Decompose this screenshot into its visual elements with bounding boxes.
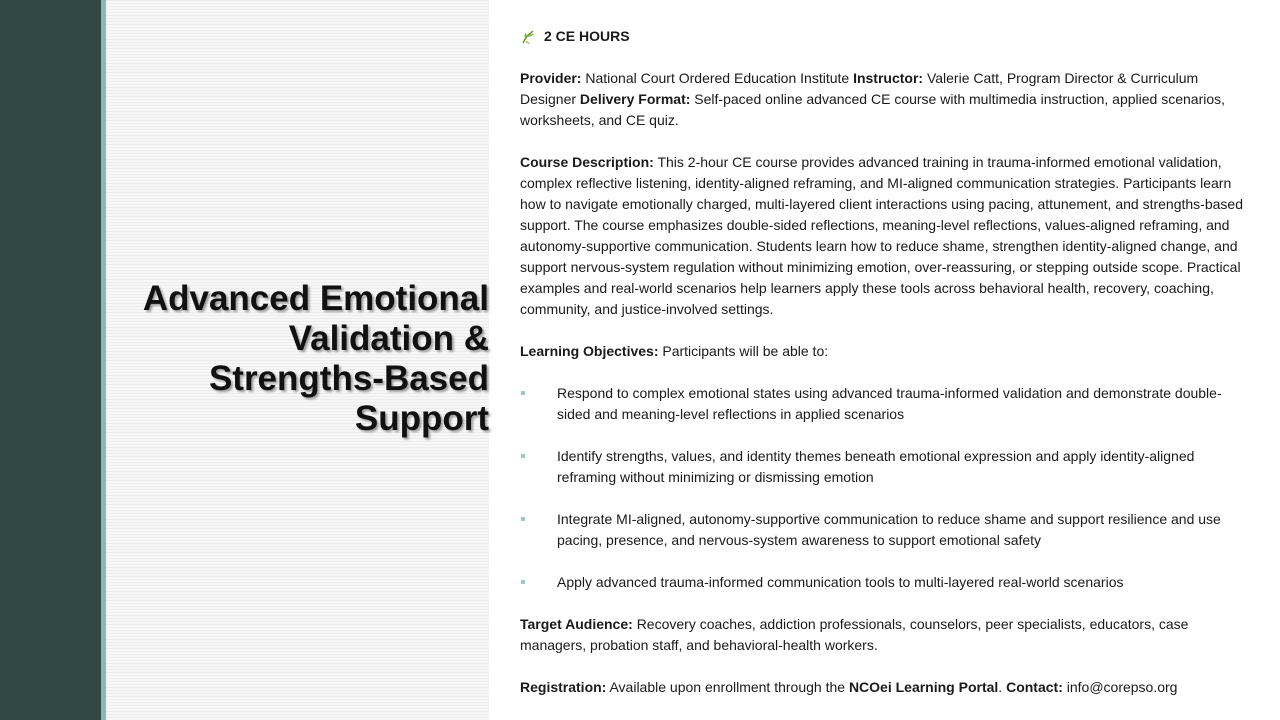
description-text: This 2-hour CE course provides advanced training in trauma-informed emotional validation, complex reflective listening, identity-aligned reframing, and MI-aligned communication strategies. Participants learn how to navigate emotionally charged, multi-layered client interactions using pacing, attunement, and strengths-based support. The course emphasizes double-sided reflections, meaning-level reflections, values-aligned reframing, and autonomy-supportive communication. Students learn how to reduce shame, strengthen identity-aligned change, and support nervous-system regulation without minimizing emotion, over-reassuring, or stepping outside scope. Practical examples and real-world scenarios help learners apply these tools across behavioral health, recovery, coaching, community, and justice-involved settings. xyxy=(520,154,1243,317)
list-item xyxy=(520,446,1250,488)
provider-value: National Court Ordered Education Institute xyxy=(585,70,850,86)
contact-label: Contact: xyxy=(1006,679,1063,695)
left-sidebar-bar xyxy=(0,0,101,720)
instructor-value: Valerie Catt, Program Director & Curriculum Designer xyxy=(520,70,1199,107)
list-item xyxy=(520,509,1250,551)
audience-label: Target Audience: xyxy=(520,616,633,632)
audience-text: Recovery coaches, addiction professionals, counselors, peer specialists, educators, case managers, probation staff, and behavioral-health workers. xyxy=(520,616,1189,653)
course-details xyxy=(520,68,1250,131)
learning-portal-name: NCOei Learning Portal xyxy=(848,679,999,695)
title-line: Advanced Emotional xyxy=(142,279,489,318)
objective-text: Apply advanced trauma-informed communication tools to multi-layered real-world scenarios xyxy=(557,574,1124,590)
registration-label: Registration: xyxy=(520,679,607,695)
objectives-intro: Participants will be able to: xyxy=(662,343,829,359)
objective-text: Integrate MI-aligned, autonomy-supportive communication to reduce shame and support resilience and use pacing, presence, and nervous-system awareness to support emotional safety xyxy=(557,511,1221,548)
instructor-label: Instructor: xyxy=(853,70,924,86)
title-panel xyxy=(106,0,489,720)
objectives-heading xyxy=(520,341,1250,362)
registration-text: Available upon enrollment through the xyxy=(609,679,846,695)
delivery-format-value: Self-paced online advanced CE course with multimedia instruction, applied scenarios, worksheets, and CE quiz. xyxy=(520,91,1226,128)
bullet-icon xyxy=(521,454,525,458)
bullet-icon xyxy=(521,580,525,584)
objective-text: Respond to complex emotional states using advanced trauma-informed validation and demonstrate double-sided and meaning-level reflections in applied scenarios xyxy=(557,385,1222,422)
course-description xyxy=(520,152,1250,320)
objective-text: Identify strengths, values, and identity themes beneath emotional expression and apply identity-aligned reframing without minimizing or dismissing emotion xyxy=(557,448,1195,485)
ce-hours-text: 2 CE HOURS xyxy=(544,28,630,44)
page-title xyxy=(119,279,489,439)
description-label: Course Description: xyxy=(520,154,654,170)
provider-label: Provider: xyxy=(520,70,582,86)
list-item xyxy=(520,383,1250,425)
title-line: Support xyxy=(354,399,489,438)
bullet-icon xyxy=(521,391,525,395)
ce-hours-line xyxy=(520,26,1250,47)
bullet-icon xyxy=(521,517,525,521)
delivery-format-label: Delivery Format: xyxy=(579,91,691,107)
leaf-icon xyxy=(520,29,536,45)
list-item xyxy=(520,572,1250,593)
target-audience xyxy=(520,614,1250,656)
title-line: Strengths-Based xyxy=(208,359,489,398)
objectives-label: Learning Objectives: xyxy=(520,343,659,359)
title-line: Validation & xyxy=(288,319,489,358)
objectives-list xyxy=(520,383,1250,593)
contact-email: info@corepso.org xyxy=(1066,679,1178,695)
course-content xyxy=(520,26,1250,698)
registration-line: Registration: Available upon enrollment through the NCOei Learning Portal. Contact: info@corepso.org xyxy=(520,679,1178,695)
